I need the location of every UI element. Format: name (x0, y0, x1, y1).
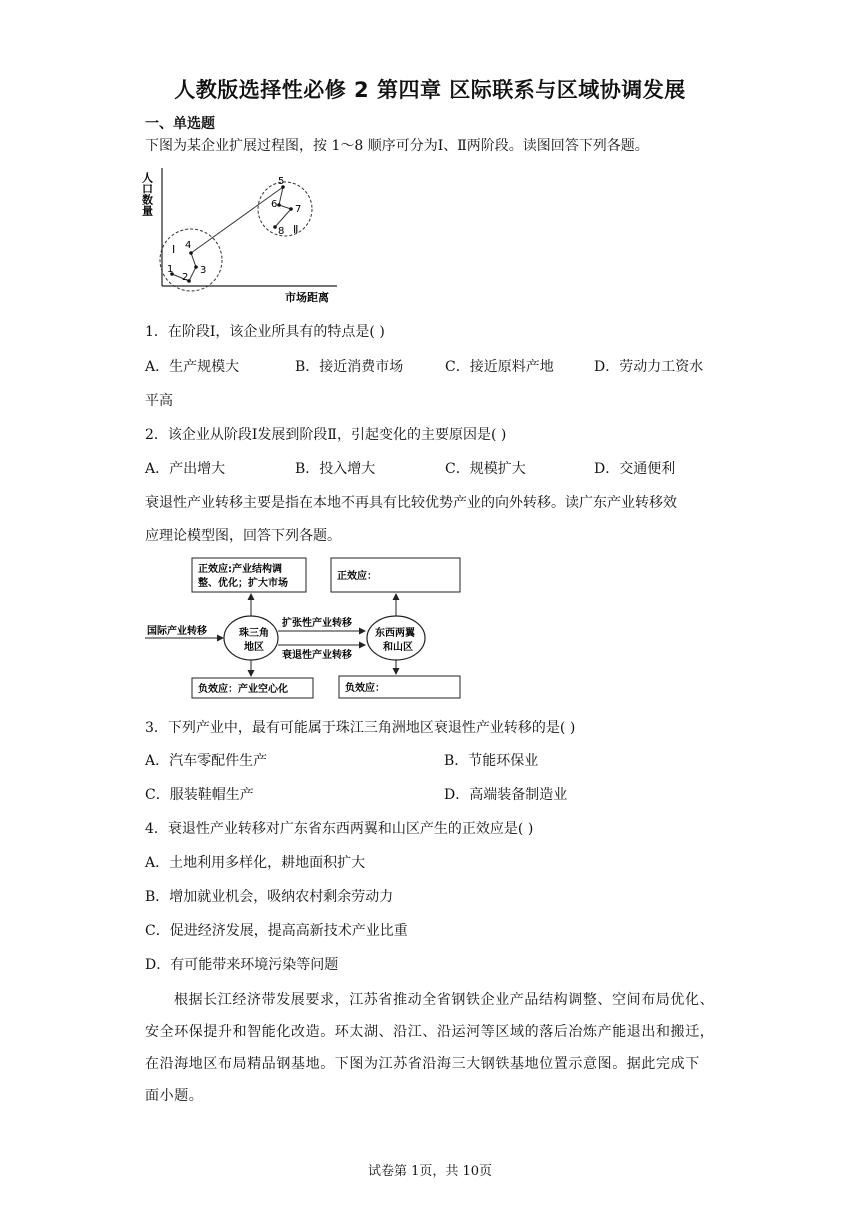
q3-option-d[interactable]: D．高端装备制造业 (444, 787, 568, 803)
stage-2-circle (258, 182, 312, 236)
stage-1-circle (160, 229, 222, 291)
decline-transfer-label: 衰退性产业转移 (282, 650, 352, 661)
q1-stem: 1．在阶段Ⅰ，该企业所具有的特点是( ) (145, 324, 385, 340)
intro-text-3-line-2: 安全环保提升和智能化改造。环太湖、沿江、沿运河等区域的落后冶炼产能退出和搬迁， (145, 1024, 715, 1040)
point-label-7: 7 (295, 204, 302, 215)
q2-option-c[interactable]: C．规模扩大 (445, 461, 526, 477)
q3-option-a[interactable]: A．汽车零配件生产 (145, 753, 268, 769)
point-label-1: 1 (167, 264, 174, 275)
positive-effect-1-line-2: 整、优化；扩大市场 (198, 578, 288, 589)
positive-effect-2: 正效应： (337, 571, 377, 582)
q1-option-d-continued: 平高 (145, 393, 173, 409)
intro-text-3-line-4: 面小题。 (145, 1088, 204, 1104)
q2-option-b[interactable]: B．投入增大 (295, 461, 376, 477)
q4-option-b[interactable]: B．增加就业机会，吸纳农村剩余劳动力 (145, 889, 394, 905)
point-label-8: 8 (278, 226, 285, 237)
expansion-transfer-label: 扩张性产业转移 (282, 618, 352, 629)
section-heading: 一、单选题 (145, 116, 215, 132)
east-west-mountain-line-1: 东西两翼 (375, 628, 415, 639)
stage-1-label: Ⅰ (172, 243, 176, 256)
q4-option-a[interactable]: A．土地利用多样化，耕地面积扩大 (145, 855, 366, 871)
q1-option-b[interactable]: B．接近消费市场 (295, 359, 404, 375)
enterprise-expansion-diagram (140, 160, 345, 306)
pearl-river-delta-line-1: 珠三角 (239, 628, 269, 639)
intl-transfer-label: 国际产业转移 (147, 626, 207, 637)
point-label-2: 2 (182, 272, 189, 283)
q3-option-b[interactable]: B．节能环保业 (444, 753, 539, 769)
q1-option-a[interactable]: A．生产规模大 (145, 359, 240, 375)
intro-text-3-line-3: 在沿海地区布局精品钢基地。下图为江苏省沿海三大钢铁基地位置示意图。据此完成下 (145, 1056, 700, 1072)
q2-stem: 2．该企业从阶段Ⅰ发展到阶段Ⅱ，引起变化的主要原因是( ) (145, 427, 507, 443)
q4-option-d[interactable]: D．有可能带来环境污染等问题 (145, 957, 339, 973)
page-title: 人教版选择性必修 2 第四章 区际联系与区域协调发展 (174, 78, 686, 102)
negative-effect-1: 负效应：产业空心化 (198, 684, 288, 695)
q3-stem: 3．下列产业中，最有可能属于珠江三角洲地区衰退性产业转移的是( ) (145, 720, 576, 736)
x-axis-label: 市场距离 (285, 291, 329, 304)
intro-text-2-line-2: 应理论模型图，回答下列各题。 (145, 528, 341, 544)
pearl-river-delta-line-2: 地区 (244, 642, 264, 653)
point-label-4: 4 (185, 240, 192, 251)
q2-option-d[interactable]: D．交通便利 (594, 461, 676, 477)
point-label-3: 3 (200, 265, 207, 276)
q1-option-d[interactable]: D．劳动力工资水 (594, 359, 704, 375)
industry-transfer-model-diagram (145, 554, 465, 702)
negative-effect-2: 负效应： (345, 683, 385, 694)
q1-option-c[interactable]: C．接近原料产地 (445, 359, 554, 375)
q4-option-c[interactable]: C．促进经济发展，提高高新技术产业比重 (145, 923, 408, 939)
q4-stem: 4．衰退性产业转移对广东省东西两翼和山区产生的正效应是( ) (145, 821, 534, 837)
point-label-5: 5 (278, 176, 285, 187)
intro-text-2-line-1: 衰退性产业转移主要是指在本地不再具有比较优势产业的向外转移。读广东产业转移效 (145, 495, 677, 511)
positive-effect-1-line-1: 正效应:产业结构调 (198, 564, 282, 575)
page-footer: 试卷第 1页，共 10页 (367, 1164, 493, 1179)
point-label-6: 6 (271, 199, 278, 210)
q2-option-a[interactable]: A．产出增大 (145, 461, 226, 477)
stage-2-label: Ⅱ (293, 223, 299, 236)
q3-option-c[interactable]: C．服装鞋帽生产 (145, 787, 254, 803)
intro-text-3-line-1: 根据长江经济带发展要求，江苏省推动全省钢铁企业产品结构调整、空间布局优化、 (174, 992, 715, 1008)
intro-text-1: 下图为某企业扩展过程图，按 1～8 顺序可分为Ⅰ、Ⅱ两阶段。读图回答下列各题。 (145, 138, 649, 154)
east-west-mountain-line-2: 和山区 (383, 642, 413, 653)
y-axis-label: 人口数量 (140, 172, 154, 216)
